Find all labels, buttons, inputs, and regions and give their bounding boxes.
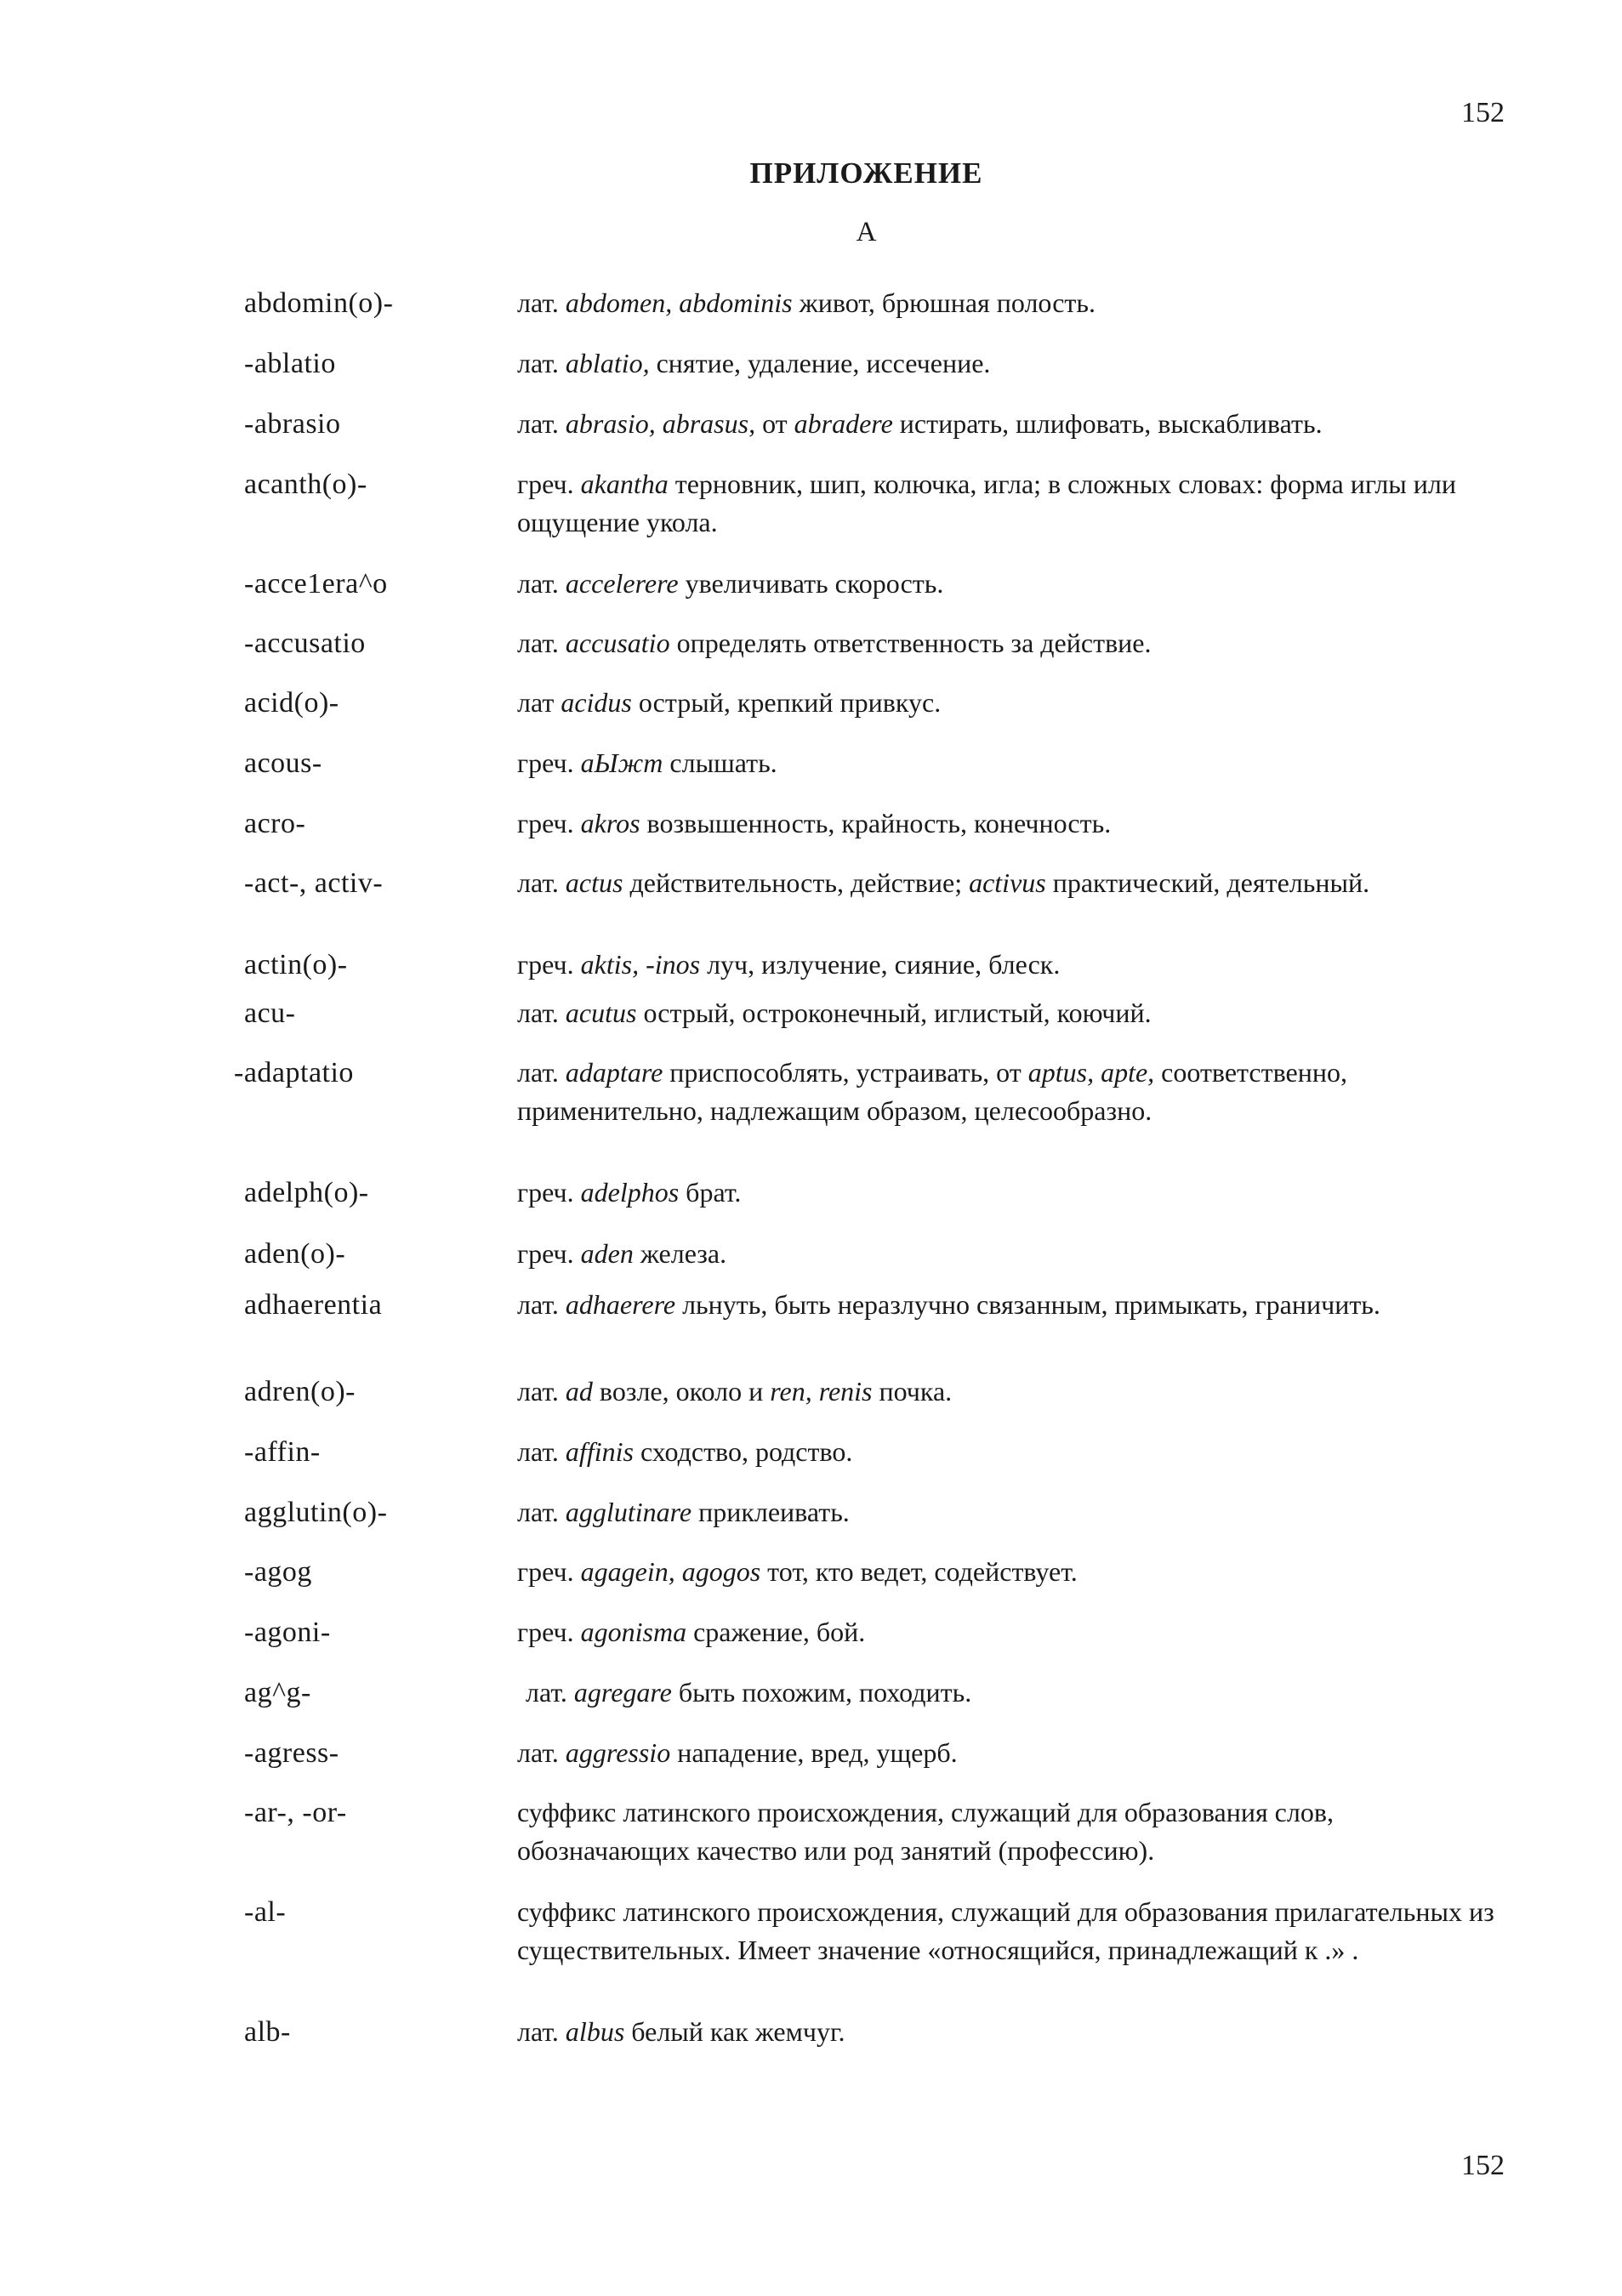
entry-definition bbox=[517, 624, 1495, 662]
definition-italic-segment: activus bbox=[969, 867, 1046, 898]
definition-italic-segment: adhaerere bbox=[565, 1289, 676, 1320]
entry-term: -agoni- bbox=[244, 1617, 331, 1648]
entry-term: adelph(o)- bbox=[244, 1177, 369, 1208]
definition-text-segment: терновник, шип, колючка, игла; в сложных словах: форма иглы или ощущение укола. bbox=[517, 469, 1456, 537]
entry-definition bbox=[517, 465, 1495, 542]
definition-text-segment: льнуть, быть неразлучно связанным, примыкать, граничить. bbox=[675, 1289, 1380, 1320]
entry-term: alb- bbox=[244, 2016, 291, 2048]
entry-term: ag^g- bbox=[244, 1677, 311, 1708]
entry-definition bbox=[517, 1793, 1495, 1870]
entry-definition bbox=[517, 1613, 1495, 1651]
entry-definition bbox=[517, 1433, 1495, 1471]
entry-term: -acce1era^o bbox=[244, 568, 388, 600]
entry-definition bbox=[517, 1286, 1495, 1324]
entry-term: -act-, activ- bbox=[244, 867, 384, 899]
entry-definition bbox=[517, 1893, 1495, 1969]
entry-definition bbox=[517, 2013, 1495, 2051]
section-letter: А bbox=[856, 217, 877, 247]
definition-text-segment: лат. bbox=[517, 2016, 566, 2047]
entry-definition bbox=[517, 1054, 1495, 1130]
definition-text-segment: сходство, родство. bbox=[633, 1436, 853, 1467]
definition-italic-segment: adelphos bbox=[580, 1177, 680, 1208]
entry-term: acu- bbox=[244, 997, 296, 1029]
definition-text-segment: лат. bbox=[517, 1497, 566, 1527]
definition-text-segment: действительность, действие; bbox=[623, 867, 970, 898]
entry-term: -agress- bbox=[244, 1737, 339, 1769]
page-number-bottom: 152 bbox=[1461, 2150, 1505, 2181]
entry-definition bbox=[517, 744, 1495, 782]
definition-text-segment: лат. bbox=[517, 1057, 566, 1088]
definition-italic-segment: akantha bbox=[580, 469, 669, 499]
definition-italic-segment: adaptare bbox=[565, 1057, 663, 1088]
entry-definition bbox=[517, 1372, 1495, 1411]
definition-text-segment: греч. bbox=[517, 1177, 581, 1208]
definition-text-segment: лат. bbox=[526, 1677, 574, 1708]
definition-italic-segment: abradere bbox=[794, 408, 893, 439]
definition-text-segment: белый как жемчуг. bbox=[624, 2016, 845, 2047]
definition-italic-segment: aЫжт bbox=[580, 747, 663, 778]
definition-italic-segment: accusatio bbox=[565, 628, 670, 658]
entry-definition bbox=[517, 804, 1495, 843]
definition-text-segment: греч. bbox=[517, 1556, 581, 1587]
entry-term: acid(o)- bbox=[244, 687, 339, 719]
entry-definition bbox=[517, 565, 1495, 603]
entry-term: agglutin(o)- bbox=[244, 1497, 388, 1528]
entry-term: acro- bbox=[244, 808, 306, 839]
definition-text-segment: греч. bbox=[517, 747, 581, 778]
definition-text-segment: лат. bbox=[517, 1436, 566, 1467]
definition-italic-segment: ad bbox=[565, 1376, 593, 1407]
definition-text-segment: лат. bbox=[517, 348, 566, 378]
definition-italic-segment: actus bbox=[565, 867, 623, 898]
definition-text-segment: суффикс латинского происхождения, служащий для образования слов, обозначающих качество или род занятий (профессию). bbox=[517, 1797, 1334, 1866]
definition-italic-segment: aggressio bbox=[565, 1737, 671, 1768]
definition-italic-segment: agonisma bbox=[580, 1617, 687, 1647]
definition-text-segment: греч. bbox=[517, 1617, 581, 1647]
definition-text-segment: приклеивать. bbox=[691, 1497, 850, 1527]
definition-text-segment: нападение, вред, ущерб. bbox=[670, 1737, 958, 1768]
entry-definition bbox=[517, 1174, 1495, 1212]
entry-term: actin(o)- bbox=[244, 949, 348, 980]
definition-italic-segment: albus bbox=[565, 2016, 625, 2047]
entry-term: -accusatio bbox=[244, 628, 366, 659]
entry-definition bbox=[517, 1235, 1495, 1273]
definition-text-segment: острый, крепкий привкус. bbox=[631, 687, 942, 718]
definition-italic-segment: agglutinare bbox=[565, 1497, 692, 1527]
definition-italic-segment: aptus, apte, bbox=[1027, 1057, 1155, 1088]
definition-italic-segment: ren, renis bbox=[770, 1376, 873, 1407]
entry-term: adhaerentia bbox=[244, 1289, 383, 1321]
definition-text-segment: лат bbox=[517, 687, 561, 718]
entry-definition bbox=[517, 284, 1495, 322]
definition-text-segment: лат. bbox=[517, 408, 566, 439]
entry-definition bbox=[517, 994, 1495, 1032]
definition-text-segment: соответственно, применительно, надлежащим образом, целесообразно. bbox=[517, 1057, 1347, 1126]
definition-text-segment: луч, излучение, сияние, блеск. bbox=[700, 949, 1061, 980]
definition-text-segment: лат. bbox=[517, 867, 566, 898]
definition-text-segment: лат. bbox=[517, 568, 566, 599]
definition-italic-segment: accelerere bbox=[565, 568, 679, 599]
entry-term: aden(o)- bbox=[244, 1238, 346, 1270]
definition-text-segment: возвышенность, крайность, конечность. bbox=[640, 808, 1112, 838]
definition-italic-segment: affinis bbox=[565, 1436, 634, 1467]
definition-italic-segment: agregare bbox=[573, 1677, 672, 1708]
entry-definition bbox=[517, 1493, 1495, 1532]
definition-text-segment: снятие, удаление, иссечение. bbox=[649, 348, 991, 378]
entry-term: acous- bbox=[244, 747, 322, 779]
entry-term: -agog bbox=[244, 1556, 312, 1588]
entry-definition bbox=[517, 864, 1495, 902]
definition-text-segment: железа. bbox=[633, 1238, 727, 1269]
definition-italic-segment: acidus bbox=[561, 687, 632, 718]
entry-definition bbox=[517, 684, 1495, 722]
definition-italic-segment: aden bbox=[580, 1238, 634, 1269]
definition-text-segment: приспособлять, устраивать, от bbox=[663, 1057, 1028, 1088]
definition-text-segment: истирать, шлифовать, выскабливать. bbox=[892, 408, 1323, 439]
entry-term: adren(o)- bbox=[244, 1376, 356, 1407]
entry-definition bbox=[517, 344, 1495, 383]
definition-text-segment: быть похожим, походить. bbox=[671, 1677, 972, 1708]
definition-text-segment: греч. bbox=[517, 949, 581, 980]
definition-text-segment: лат. bbox=[517, 1737, 566, 1768]
definition-text-segment: практический, деятельный. bbox=[1045, 867, 1370, 898]
definition-text-segment: тот, кто ведет, содействует. bbox=[760, 1556, 1078, 1587]
definition-text-segment: греч. bbox=[517, 469, 581, 499]
entry-term: acanth(o)- bbox=[244, 469, 367, 500]
entry-term: -adaptatio bbox=[234, 1057, 354, 1088]
entry-term: -ablatio bbox=[244, 348, 336, 379]
definition-text-segment: почка. bbox=[872, 1376, 953, 1407]
definition-text-segment: от bbox=[755, 408, 794, 439]
definition-text-segment: острый, остроконечный, иглистый, коючий. bbox=[636, 997, 1152, 1028]
definition-italic-segment: akros bbox=[580, 808, 640, 838]
definition-italic-segment: agagein, agogos bbox=[580, 1556, 761, 1587]
definition-text-segment: определять ответственность за действие. bbox=[669, 628, 1152, 658]
entry-definition bbox=[517, 405, 1495, 443]
page-title: ПРИЛОЖЕНИЕ bbox=[749, 156, 983, 190]
definition-italic-segment: abdomen, abdominis bbox=[565, 287, 793, 318]
definition-italic-segment: ablatio, bbox=[565, 348, 650, 378]
definition-italic-segment: aktis, -inos bbox=[580, 949, 701, 980]
entry-definition bbox=[517, 1553, 1495, 1591]
entry-definition bbox=[517, 1734, 1495, 1772]
definition-text-segment: живот, брюшная полость. bbox=[792, 287, 1096, 318]
definition-text-segment: брат. bbox=[679, 1177, 742, 1208]
page-number-top: 152 bbox=[1461, 97, 1505, 128]
entry-term: -ar-, -or- bbox=[244, 1797, 347, 1828]
definition-text-segment: греч. bbox=[517, 1238, 581, 1269]
definition-text-segment: лат. bbox=[517, 628, 566, 658]
definition-text-segment: лат. bbox=[517, 1289, 566, 1320]
entry-term: -abrasio bbox=[244, 408, 341, 440]
entry-term: -affin- bbox=[244, 1436, 321, 1468]
definition-text-segment: слышать. bbox=[663, 747, 777, 778]
definition-text-segment: возле, около и bbox=[592, 1376, 771, 1407]
definition-text-segment: сражение, бой. bbox=[686, 1617, 866, 1647]
definition-text-segment: увеличивать скорость. bbox=[678, 568, 944, 599]
definition-text-segment: греч. bbox=[517, 808, 581, 838]
entry-definition bbox=[526, 1674, 1504, 1712]
definition-italic-segment: acutus bbox=[565, 997, 637, 1028]
entry-definition bbox=[517, 946, 1495, 984]
entry-term: abdomin(o)- bbox=[244, 287, 394, 319]
definition-text-segment: лат. bbox=[517, 997, 566, 1028]
entry-term: -al- bbox=[244, 1896, 287, 1928]
definition-text-segment: лат. bbox=[517, 1376, 566, 1407]
definition-text-segment: лат. bbox=[517, 287, 566, 318]
definition-italic-segment: abrasio, abrasus, bbox=[565, 408, 756, 439]
definition-text-segment: суффикс латинского происхождения, служащий для образования прилагательных из существительных. Имеет значение «относящийся, принадлежащий к .» . bbox=[517, 1896, 1494, 1965]
